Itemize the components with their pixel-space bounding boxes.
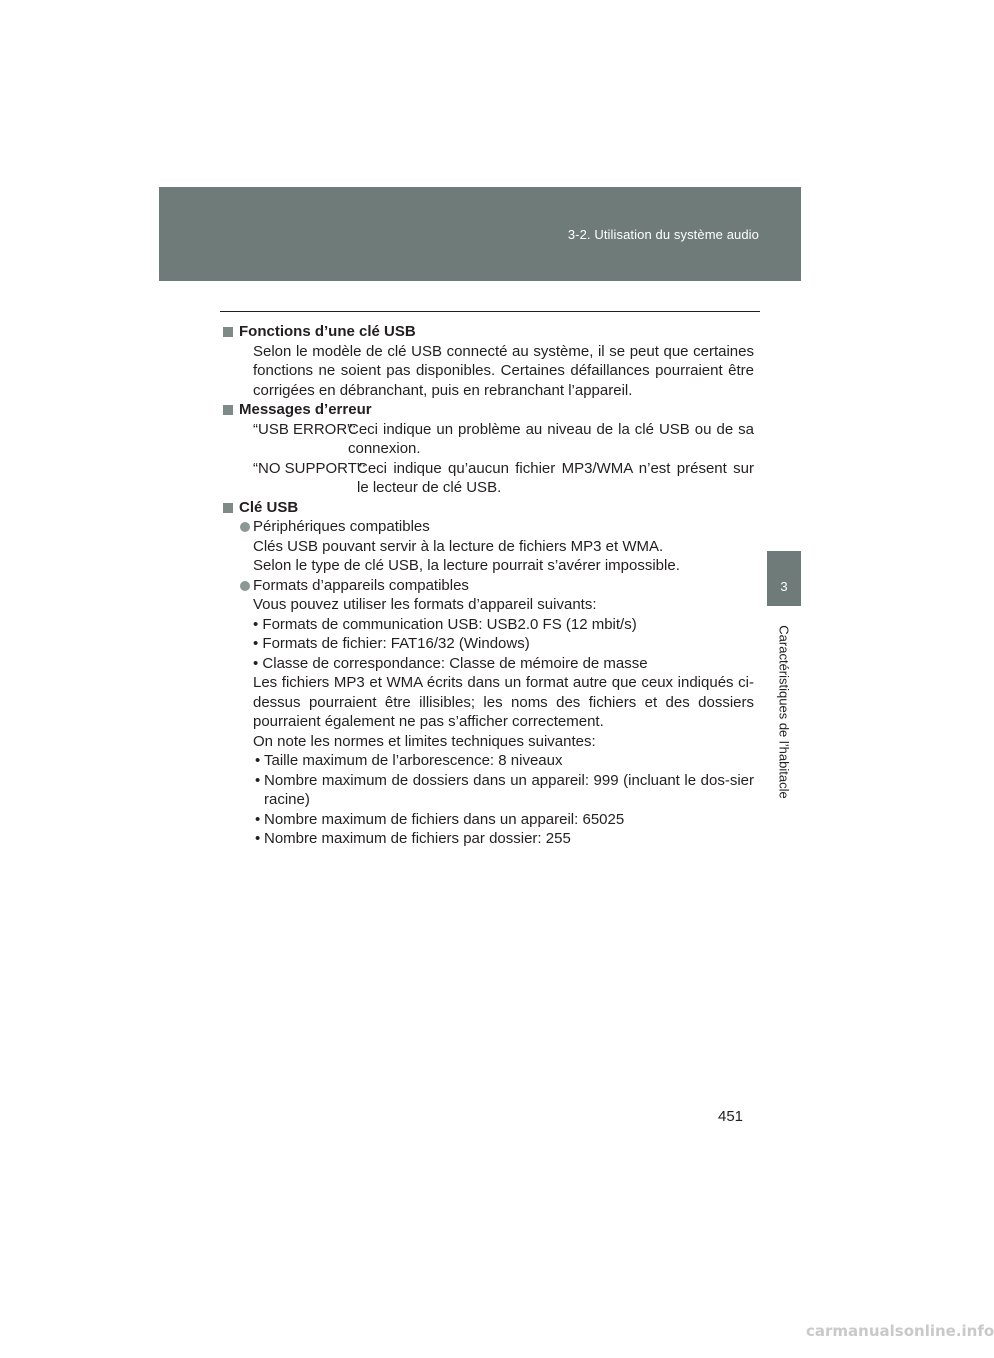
section-title: 3-2. Utilisation du système audio — [567, 227, 759, 242]
formats-warning: Les fichiers MP3 et WMA écrits dans un format autre que ceux indiqués ci-dessus pourraient être illisibles; les noms des fichiers et des dossiers pourraient également ne pas s’afficher correctement. — [253, 674, 754, 730]
square-bullet-icon — [223, 503, 233, 513]
limit-item: • Nombre maximum de fichiers par dossier: 255 — [255, 830, 571, 847]
error-term: “USB ERROR”: — [253, 420, 357, 438]
chapter-title: Caractéristiques de l’habitacle — [776, 625, 792, 799]
error-term: “NO SUPPORT”: — [253, 459, 367, 477]
limit-item: • Nombre maximum de fichiers dans un appareil: 65025 — [255, 810, 625, 828]
heading-usb-key: Clé USB — [222, 498, 754, 518]
limit-item: • Nombre maximum de dossiers dans un appareil: 999 (incluant le dos-sier racine) — [255, 771, 754, 808]
circle-bullet-icon — [240, 522, 250, 532]
bullet-glyph: • — [255, 771, 261, 789]
circle-bullet-icon — [240, 581, 250, 591]
chapter-number: 3 — [780, 579, 788, 594]
heading-usb-functions: Fonctions d’une clé USB — [222, 322, 754, 342]
error-desc: Ceci indique qu’aucun fichier MP3/WMA n’est présent sur le lecteur de clé USB. — [357, 459, 754, 496]
formats-intro: Vous pouvez utiliser les formats d’appareil suivants: — [253, 596, 597, 613]
error-desc: Ceci indique un problème au niveau de la clé USB ou de sa connexion. — [348, 420, 754, 457]
bullet-glyph: • — [255, 752, 261, 769]
square-bullet-icon — [223, 327, 233, 337]
limits-intro: On note les normes et limites techniques suivantes: — [253, 732, 596, 750]
bullet-glyph: • — [255, 810, 261, 828]
heading-error-messages: Messages d’erreur — [222, 400, 754, 420]
format-item: • Classe de correspondance: Classe de mémoire de masse — [253, 654, 648, 672]
header-band — [159, 187, 801, 281]
main-content — [222, 322, 754, 849]
subheading-compatible-devices: Périphériques compatibles — [222, 517, 754, 537]
error-message-usb-error — [222, 420, 754, 459]
format-item: • Formats de communication USB: USB2.0 FS (12 mbit/s) — [253, 615, 637, 633]
watermark[interactable]: carmanualsonline.info — [806, 1322, 994, 1340]
bullet-glyph: • — [255, 830, 261, 847]
format-item: • Formats de fichier: FAT16/32 (Windows) — [253, 635, 530, 652]
usb-functions-body: Selon le modèle de clé USB connecté au système, il se peut que certaines fonctions ne soient pas disponibles. Certaines défaillances pourraient être corrigées en débranchant, puis en rebranchant l’appareil. — [253, 342, 754, 399]
compatible-devices-line: Selon le type de clé USB, la lecture pourrait s’avérer impossible. — [253, 557, 680, 574]
page-number: 451 — [718, 1108, 744, 1125]
error-message-no-support — [222, 459, 754, 498]
limit-item: • Taille maximum de l’arborescence: 8 niveaux — [255, 752, 563, 769]
top-rule — [220, 311, 760, 312]
compatible-devices-line: Clés USB pouvant servir à la lecture de fichiers MP3 et WMA. — [253, 537, 664, 555]
chapter-tab — [767, 551, 801, 606]
square-bullet-icon — [223, 405, 233, 415]
subheading-compatible-formats: Formats d’appareils compatibles — [222, 576, 754, 596]
